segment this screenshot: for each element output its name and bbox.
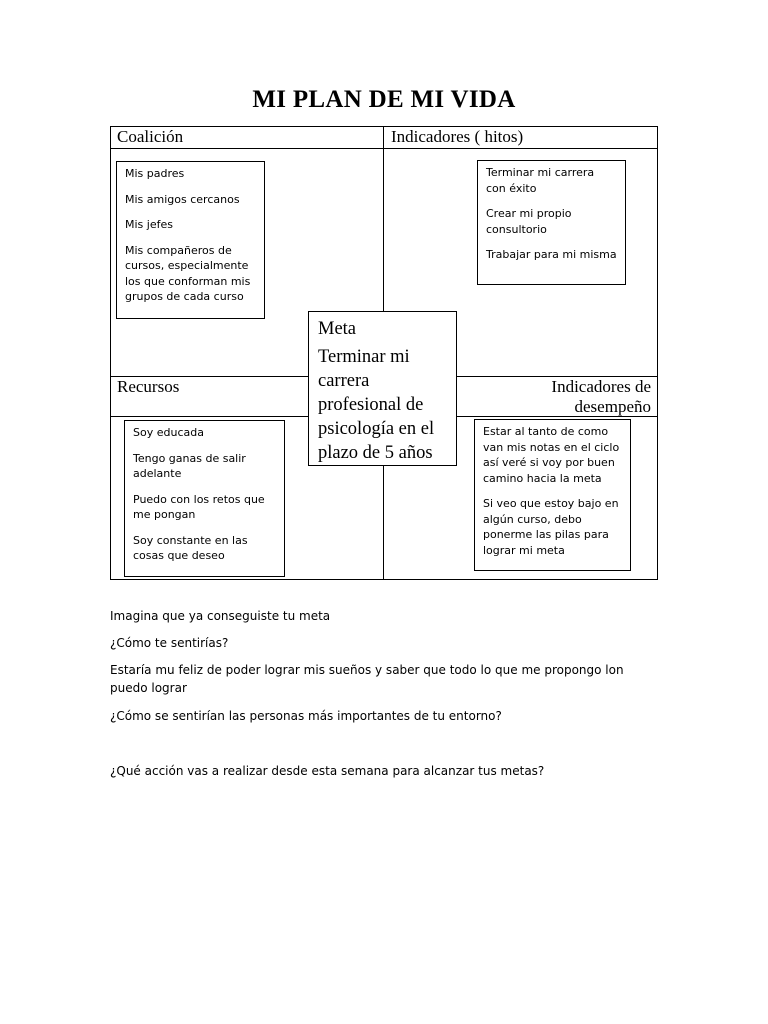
question-action: ¿Qué acción vas a realizar desde esta semana para alcanzar tus metas?: [110, 764, 545, 778]
grid-header-divider-top: [111, 148, 657, 149]
list-item: Mis padres: [125, 167, 185, 180]
answer-feel: Estaría mu feliz de poder lograr mis sueños y saber que todo lo que me propongo lon puedo lograr: [110, 663, 624, 695]
list-item: Tengo ganas de salir adelante: [133, 451, 246, 480]
list-item: Puedo con los retos que me pongan: [133, 492, 265, 521]
coalicion-box: [116, 161, 265, 319]
meta-text: Terminar mi carrera profesional de psicología en el plazo de 5 años: [318, 347, 435, 463]
indicadores-desempeno-header-line1: Indicadores de: [551, 377, 651, 396]
indicadores-desempeno-box: [474, 419, 631, 571]
recursos-header: Recursos: [117, 377, 180, 396]
question-feel: ¿Cómo te sentirías?: [110, 636, 229, 650]
recursos-box: [124, 420, 285, 577]
meta-label: Meta: [318, 319, 357, 339]
question-imagine: Imagina que ya conseguiste tu meta: [110, 609, 331, 623]
meta-box: [308, 311, 457, 466]
indicadores-desempeno-header-line2: desempeño: [574, 397, 651, 416]
list-item: Estar al tanto de como van mis notas en el ciclo así veré si voy por buen camino hacia la meta: [483, 425, 620, 485]
list-item: Mis compañeros de cursos, especialmente los que conforman mis grupos de cada curso: [125, 243, 251, 303]
indicadores-hitos-header: Indicadores ( hitos): [391, 127, 524, 146]
question-others-feel: ¿Cómo se sentirían las personas más importantes de tu entorno?: [110, 709, 502, 723]
indicadores-hitos-box: [477, 160, 626, 285]
indicadores-desempeno-header: [551, 377, 651, 417]
page-title: MI PLAN DE MI VIDA: [252, 86, 516, 113]
list-item: Soy constante en las cosas que deseo: [133, 533, 248, 562]
list-item: Si veo que estoy bajo en algún curso, debo ponerme las pilas para lograr mi meta: [483, 497, 619, 557]
list-item: Terminar mi carrera con éxito: [486, 166, 595, 195]
list-item: Trabajar para mi misma: [486, 248, 617, 261]
list-item: Mis amigos cercanos: [125, 192, 240, 206]
list-item: Soy educada: [133, 426, 204, 439]
coalicion-header: Coalición: [117, 127, 184, 146]
list-item: Crear mi propio consultorio: [486, 207, 572, 236]
list-item: Mis jefes: [125, 218, 173, 231]
